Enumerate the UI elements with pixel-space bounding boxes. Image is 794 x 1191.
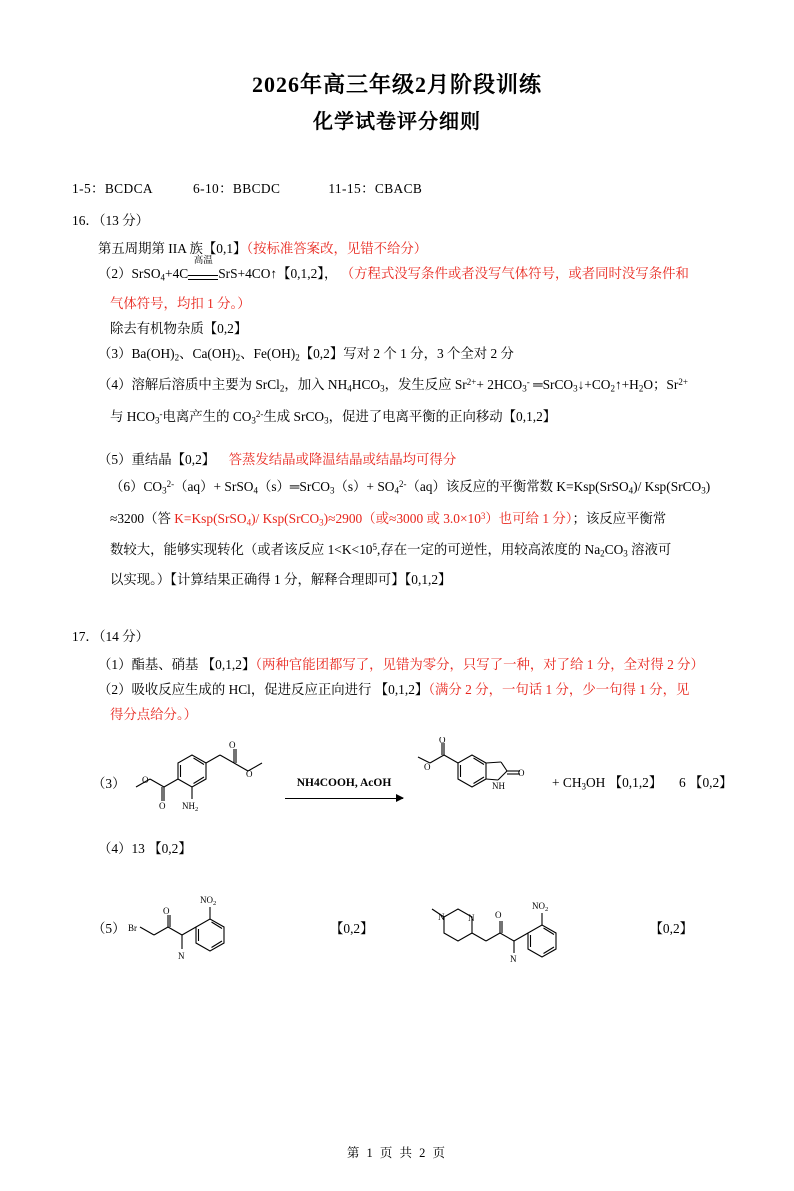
- q16-item-2-note-1: （方程式没写条件或者没写气体符号，或者同时没写条件和: [340, 266, 689, 281]
- svg-text:NH2: $NH_2$: [182, 800, 199, 813]
- q16-item-3-label: （3）: [98, 345, 132, 361]
- q16-item-2-note-2: 气体符号，均扣 1 分。）: [110, 295, 251, 311]
- q17-item-2-note-1: （满分 2 分，一句话 1 分，少一句得 1 分，见: [428, 681, 690, 697]
- reaction-arrow-with-condition: [280, 770, 408, 799]
- q16-item-6-line3: 数较大，能够实现转化（或者该反应 $1<K<10^5$,存在一定的可逆性，用较高浓度的 $Na_2CO_3$ 溶液可: [110, 542, 672, 559]
- q16-item-1-note: （按标准答案改，见错不给分）: [246, 241, 428, 256]
- answers-group-2: 6-10：BBCDC: [192, 181, 281, 196]
- q16-item-4: [98, 370, 722, 402]
- q17-item-3-label: （3）: [92, 776, 126, 792]
- q16-item-2-eq: SrSO$_4$+4C: [131, 266, 189, 283]
- q16-item-3-text: $Ba(OH)_2$、$Ca(OH)_2$、$Fe(OH)_2$【0,2】写对 2 个 1 分，3 个全对 2 分: [131, 345, 514, 363]
- q17-item-1: [98, 652, 722, 677]
- question-16-heading: 16．（13 分）: [72, 213, 149, 228]
- q17-item-5-mark-1: 【0,2】: [330, 921, 374, 937]
- reactant-structure-icon: [126, 737, 276, 832]
- answers-group-3: 11-15：CBACB: [328, 181, 423, 196]
- structure-bromoacetamide-nitrophenyl-icon: [126, 887, 326, 972]
- q16-item-5: [98, 447, 722, 472]
- q16-item-3: [98, 341, 722, 371]
- q16-item-2-extra: 除去有机物杂质【0,2】: [110, 320, 248, 336]
- q17-item-2-note-2: 得分点给分。）: [110, 706, 198, 722]
- q16-item-2-label: （2）: [98, 266, 132, 281]
- document-body: [72, 176, 733, 972]
- q16-item-6-line1: $(6)CO_3^{2-}(aq)+$ SrSO$_4$（s）═SrCO$_3$（s）+ $SO_4^{2-}(aq)$该反应的平衡常数 K=Ksp(SrSO$_4$)/ Ksp(SrCO$_3$): [110, 479, 711, 496]
- q17-item-1-text: 酯基、硝基 【0,1,2】: [131, 656, 256, 672]
- svg-text:N: N: [437, 911, 445, 922]
- q17-item-2-label: （2）: [98, 681, 132, 697]
- q16-item-4-label: （4）: [98, 377, 132, 393]
- svg-text:NH: NH: [492, 780, 505, 791]
- q17-item-3-scheme: [92, 736, 733, 832]
- objective-answers-line: [72, 176, 722, 202]
- svg-text:O: O: [163, 905, 170, 916]
- q17-item-5-label: （5）: [92, 921, 126, 937]
- svg-text:O: O: [142, 774, 149, 785]
- q16-item-5-note: 答蒸发结晶或降温结晶或结晶均可得分: [228, 452, 457, 468]
- q16-item-2-eq-post: SrS+4CO↑【0,1,2】，: [218, 266, 338, 281]
- svg-text:O: O: [424, 761, 431, 772]
- document-page: [0, 68, 794, 1191]
- svg-text:O: O: [494, 909, 502, 920]
- svg-text:N: N: [509, 953, 517, 963]
- q17-item-2-text: 吸收反应生成的 HCl，促进反应正向进行 【0,1,2】: [131, 681, 429, 697]
- svg-text:NO2: $NO_2$: [531, 900, 548, 913]
- svg-text:N: N: [467, 912, 475, 923]
- svg-text:Br: Br: [128, 922, 137, 933]
- q16-item-5-text: 重结晶【0,2】: [131, 452, 216, 468]
- title-block: [72, 68, 722, 138]
- q17-item-1-note: （两种官能团都写了，见错为零分，只写了一种，对了给 1 分，全对得 2 分）: [255, 656, 704, 672]
- page-number-text: 第 1 页 共 2 页: [346, 1146, 448, 1160]
- page-title: 2026年高三年级2月阶段训练: [251, 72, 542, 97]
- svg-text:O: O: [246, 768, 253, 779]
- reaction-condition-label: NH4COOH, AcOH: [296, 776, 392, 789]
- q17-item-3-after2: 6 【0,2】: [679, 774, 733, 790]
- q16-item-2: [98, 256, 722, 291]
- q16-item-5-label: （5）: [98, 452, 132, 468]
- page-subtitle: 化学试卷评分细则: [313, 111, 481, 133]
- reaction-arrow-icon: 高温: [188, 269, 218, 280]
- product-structure-icon: [412, 737, 552, 832]
- svg-text:NO2: $NO_2$: [200, 894, 217, 907]
- svg-text:O: O: [439, 736, 446, 745]
- q16-item-6-red: K=Ksp(SrSO$_4$)/ Ksp(SrCO$_3$)≈2900（或≈3000 或 $3.0\times 10^3$）也可给 1 分）: [174, 510, 573, 528]
- svg-text:N: N: [178, 950, 185, 961]
- svg-text:O: O: [159, 800, 166, 811]
- q17-item-4-label: （4）: [98, 840, 132, 856]
- q16-item-4-line2: 与 $HCO_3^-$电离产生的 $CO_3^{2-}$生成 SrCO$_3$，促进了电离平衡的正向移动【0,1,2】: [110, 408, 557, 426]
- q17-item-3-after: + $CH_3OH$ 【0,1,2】 6 【0,2】: [552, 774, 733, 792]
- q17-item-4-text: 13 【0,2】: [131, 840, 192, 856]
- page-footer: [0, 1143, 794, 1161]
- q16-item-6-line2: ≈3200（答 K=Ksp(SrSO$_4$)/ Ksp(SrCO$_3$)≈2900（或≈3000 或 $3.0\times 10^3$）也可给 1 分）；该反应平衡常: [110, 510, 667, 528]
- structure-piperazine-acetamide-nitrophenyl-icon: [414, 887, 644, 972]
- q16-item-4-line1: 溶解后溶质中主要为 SrCl$_2$，加入 $NH_4HCO_3$，发生反应 $Sr^{2+}+ 2HCO_3^-$ $═SrCO_3↓+CO_2↑+H_2O$；$Sr^{2+}$: [131, 377, 688, 394]
- svg-text:O: O: [229, 739, 236, 750]
- q17-item-1-label: （1）: [98, 656, 132, 672]
- q17-item-5-scheme: [92, 887, 722, 972]
- q17-item-4: [98, 836, 722, 861]
- question-17-heading: 17．（14 分）: [72, 628, 149, 644]
- q16-item-1-text: 第五周期第 IIA 族【0,1】: [98, 241, 247, 256]
- answers-group-1: 1-5：BCDCA: [72, 181, 153, 196]
- q16-item-6-line4: 以实现。）【计算结果正确得 1 分，解释合理即可】【0,1,2】: [110, 571, 452, 587]
- q17-item-2: [98, 677, 722, 702]
- q17-item-5-mark-2: 【0,2】: [649, 921, 694, 937]
- svg-text:O: O: [518, 767, 525, 778]
